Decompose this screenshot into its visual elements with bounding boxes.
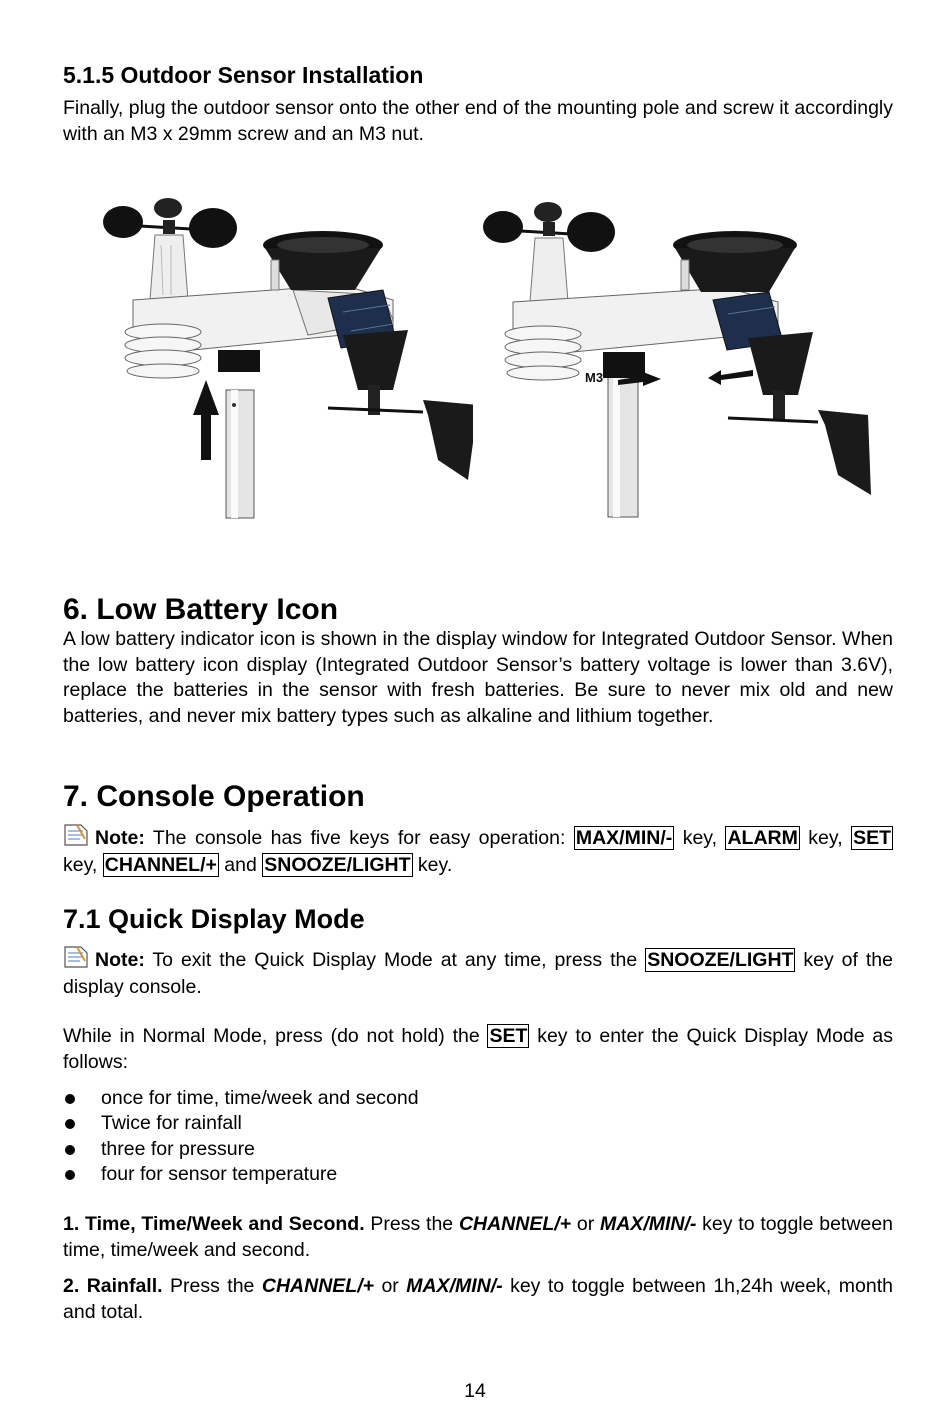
note-label: Note: [95, 949, 145, 971]
item-text: Press the [364, 1213, 459, 1235]
section-5-1-5-heading: 5.1.5 Outdoor Sensor Installation [63, 62, 424, 88]
m3-label: M3 [585, 370, 604, 385]
item-time-week-second [63, 1212, 893, 1263]
note-text: key, [63, 854, 103, 876]
key-channel: CHANNEL/+ [261, 1275, 374, 1297]
key-max-min: MAX/MIN/- [406, 1275, 503, 1297]
note-text: key. [412, 854, 453, 876]
note-icon [63, 945, 89, 969]
sensor-installation-illustration-right [473, 190, 873, 520]
note-text: key, [674, 827, 726, 849]
section-7-note [63, 823, 893, 879]
note-text: and [218, 854, 263, 876]
page-number: 14 [464, 1380, 486, 1402]
quick-display-list [63, 1086, 419, 1187]
section-6-body: A low battery indicator icon is shown in the display window for Integrated Outdoor Sensor. When the low battery icon display (Integrated Outdoor Sensor’s battery voltage is lower than 3.6V), replace the batteries in the sensor with fresh batteries. Be sure to never mix old and new batteries, and never mix battery types such as alkaline and lithium together. [63, 628, 893, 727]
note-text: The console has five keys for easy operation: [144, 827, 574, 849]
key-max-min: MAX/MIN/- [575, 827, 673, 849]
note-icon [63, 823, 89, 847]
section-7-heading: 7. Console Operation [63, 780, 365, 813]
note-label: Note: [95, 827, 145, 849]
item-text: or [571, 1213, 600, 1235]
item-title: 2. Rainfall. [63, 1275, 163, 1297]
list-item: three for pressure [63, 1137, 419, 1162]
paragraph-text: key to enter the Quick Display Mode as follows: [63, 1025, 893, 1073]
key-snooze-light: SNOOZE/LIGHT [264, 854, 411, 876]
item-title: 1. Time, Time/Week and Second. [63, 1213, 365, 1235]
item-text: Press the [162, 1275, 262, 1297]
item-text: key to toggle between time, time/week and second. [63, 1213, 893, 1261]
list-item: Twice for rainfall [63, 1111, 419, 1136]
key-max-min: MAX/MIN/- [599, 1213, 697, 1235]
note-text: key of the display console. [63, 949, 893, 998]
paragraph-text: While in Normal Mode, press (do not hold) the [63, 1025, 488, 1047]
section-7-1-note [63, 945, 893, 1001]
item-rainfall [63, 1274, 893, 1325]
key-channel: CHANNEL/+ [458, 1213, 572, 1235]
normal-mode-paragraph [63, 1024, 893, 1075]
key-channel: CHANNEL/+ [104, 854, 217, 876]
key-set: SET [489, 1025, 528, 1047]
item-text: or [374, 1275, 407, 1297]
note-text: To exit the Quick Display Mode at any time, press the [144, 949, 646, 971]
item-text: key to toggle between 1h,24h week, month and total. [63, 1275, 893, 1323]
list-item: once for time, time/week and second [63, 1086, 419, 1111]
note-text: key, [799, 827, 852, 849]
section-6-heading: 6. Low Battery Icon [63, 593, 339, 626]
key-snooze-light: SNOOZE/LIGHT [647, 949, 794, 971]
key-set: SET [853, 827, 891, 849]
key-alarm: ALARM [727, 827, 798, 849]
section-7-1-heading: 7.1 Quick Display Mode [63, 904, 365, 934]
sensor-installation-illustration-left [93, 190, 473, 520]
section-5-1-5-body: Finally, plug the outdoor sensor onto the other end of the mounting pole and screw it accordingly with an M3 x 29mm screw and an M3 nut. [63, 97, 893, 145]
list-item: four for sensor temperature [63, 1162, 419, 1187]
